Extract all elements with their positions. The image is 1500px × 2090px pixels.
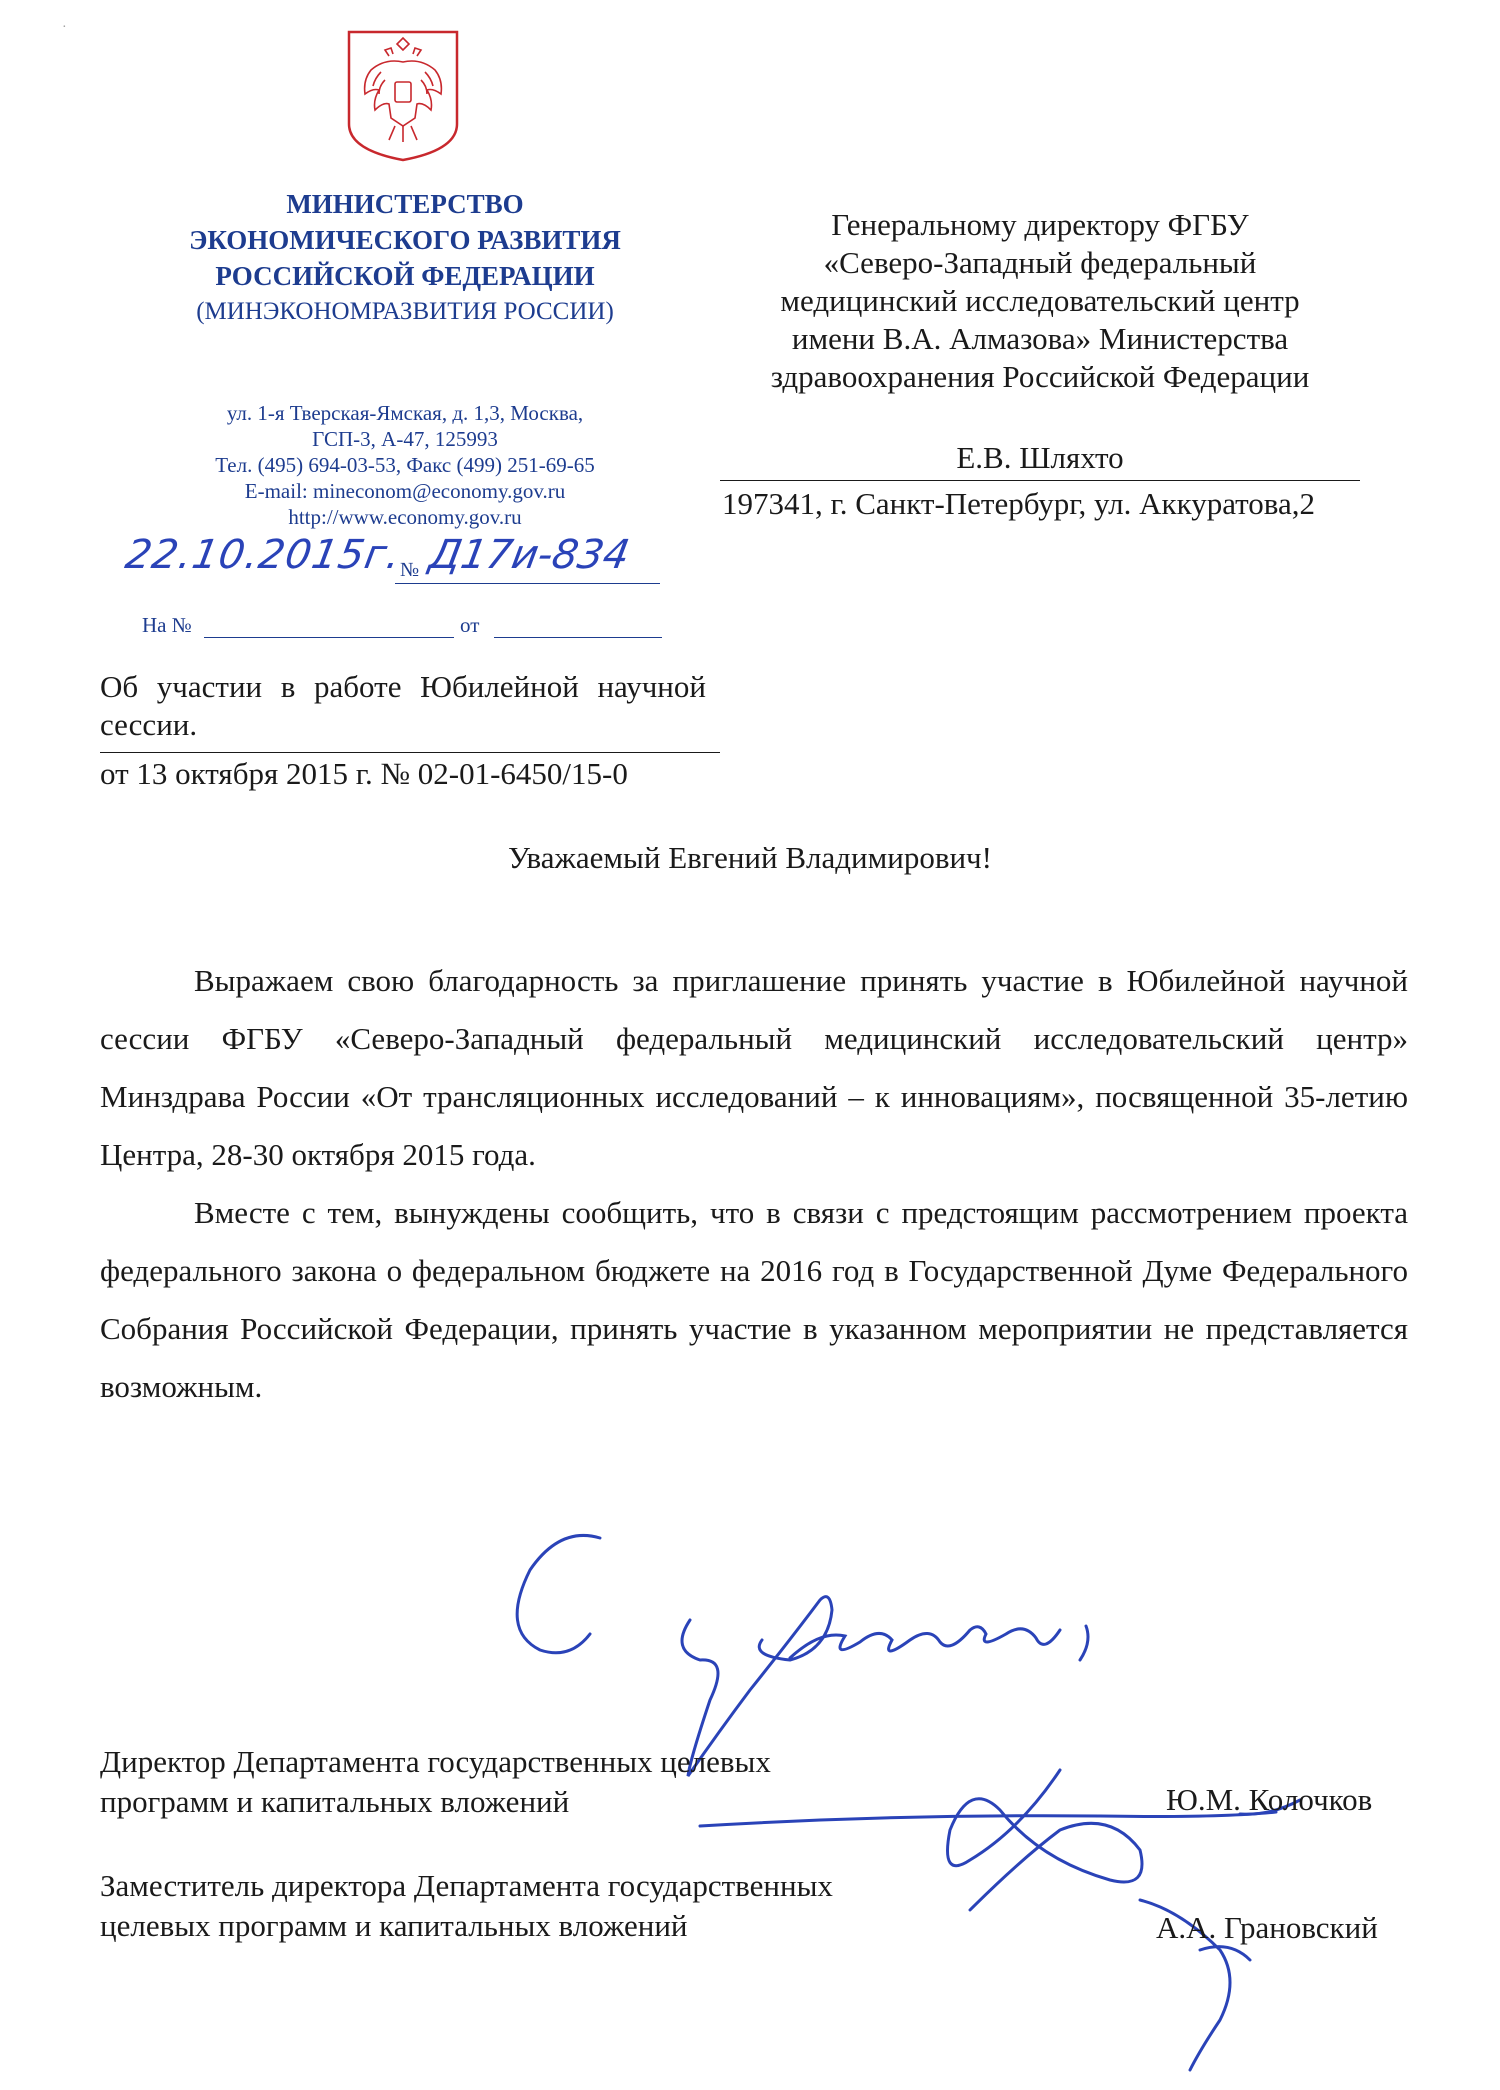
addressee-line1: Генеральному директору ФГБУ xyxy=(831,207,1249,242)
ministry-contacts xyxy=(160,400,650,530)
addressee-line3: медицинский исследовательский центр xyxy=(780,283,1300,318)
ministry-name-line3: РОССИЙСКОЙ ФЕДЕРАЦИИ xyxy=(215,261,595,291)
addressee-name: Е.В. Шляхто xyxy=(956,440,1124,475)
reply-number-blank xyxy=(204,637,454,638)
coat-of-arms-icon xyxy=(345,28,461,164)
subject-reference: от 13 октября 2015 г. № 02-01-6450/15-0 xyxy=(100,756,628,791)
addressee-line4: имени В.А. Алмазова» Министерства xyxy=(791,321,1289,356)
reply-reference-line xyxy=(142,612,662,642)
addressee-address: 197341, г. Санкт-Петербург, ул. Аккуратова,2 xyxy=(722,486,1316,521)
addressee-line5: здравоохранения Российской Федерации xyxy=(770,359,1310,394)
ministry-short-name: (МИНЭКОНОМРАЗВИТИЯ РОССИИ) xyxy=(196,298,614,325)
signatory-1-name: Ю.М. Колочков xyxy=(1166,1782,1373,1817)
registration-line xyxy=(120,532,660,584)
reply-to-label: На № xyxy=(142,613,192,637)
signatory-1-title xyxy=(100,1742,771,1822)
reply-from-label: от xyxy=(460,613,480,637)
ministry-header xyxy=(160,186,650,330)
subject-rule xyxy=(100,752,720,753)
signatory-2-title xyxy=(100,1866,833,1946)
address-line2: ГСП-3, А-47, 125993 xyxy=(312,427,498,451)
registration-number: Д17и-834 xyxy=(425,532,633,578)
addressee-block xyxy=(720,206,1360,396)
signatory-1-title-line1: Директор Департамента государственных целевых xyxy=(100,1744,771,1779)
body-paragraph-1: Выражаем свою благодарность за приглашение принять участие в Юбилейной научной сессии ФГБУ «Северо-Западный федеральный медицинский исследовательский центр» Минздрава России «От трансляционных исследований – к инновациям», посвященной 35-летию Центра, 28-30 октября 2015 года. xyxy=(100,963,1408,1172)
reply-date-blank xyxy=(494,637,662,638)
ministry-name-line2: ЭКОНОМИЧЕСКОГО РАЗВИТИЯ xyxy=(189,225,621,255)
signatory-2-name: А.А. Грановский xyxy=(1156,1910,1378,1945)
greeting: Уважаемый Евгений Владимирович! xyxy=(508,840,992,875)
website: http://www.economy.gov.ru xyxy=(288,505,522,529)
scan-mark: · xyxy=(62,20,67,35)
addressee-line2: «Северо-Западный федеральный xyxy=(823,245,1257,280)
ministry-name-line1: МИНИСТЕРСТВО xyxy=(286,189,524,219)
letter-body xyxy=(100,952,1408,1416)
phone-fax: Тел. (495) 694-03-53, Факс (499) 251-69-65 xyxy=(215,453,595,477)
addressee-rule xyxy=(720,480,1360,481)
body-paragraph-2: Вместе с тем, вынуждены сообщить, что в связи с предстоящим рассмотрением проекта федерального закона о федеральном бюджете на 2016 год в Государственной Думе Федерального Собрания Российской Федерации, принять участие в указанном мероприятии не представляется возможным. xyxy=(100,1195,1408,1404)
signatory-1-title-line2: программ и капитальных вложений xyxy=(100,1784,570,1819)
signatory-2-title-line1: Заместитель директора Департамента государственных xyxy=(100,1868,833,1903)
address-line1: ул. 1-я Тверская-Ямская, д. 1,3, Москва, xyxy=(226,401,584,425)
email: E-mail: mineconom@economy.gov.ru xyxy=(244,479,566,503)
letter-subject: Об участии в работе Юбилейной научной сессии. xyxy=(100,669,706,742)
registration-number-label: № xyxy=(400,559,420,581)
registration-underline xyxy=(395,583,660,584)
registration-date: 22.10.2015г. xyxy=(121,532,405,578)
signatory-2-title-line2: целевых программ и капитальных вложений xyxy=(100,1908,688,1943)
